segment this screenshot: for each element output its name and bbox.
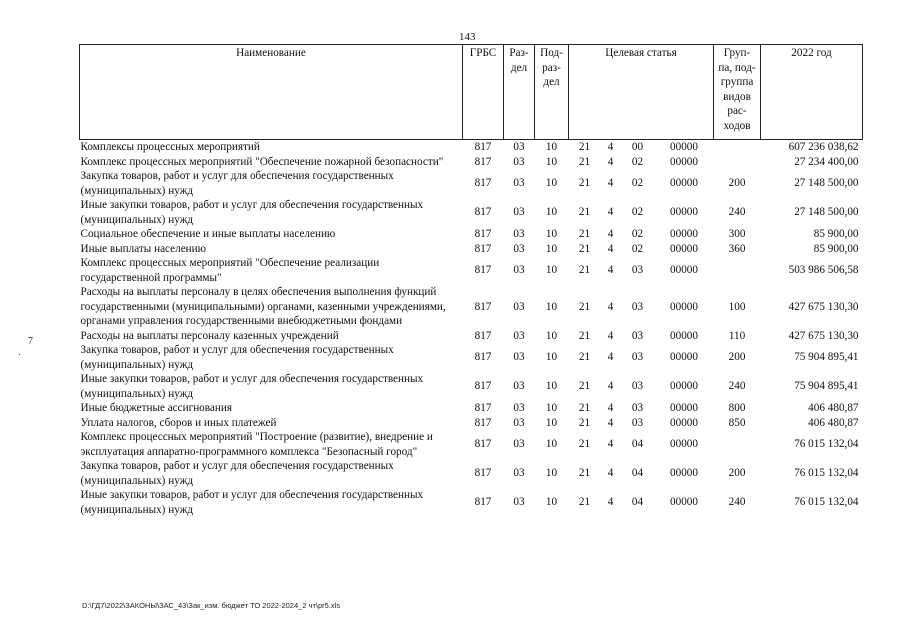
cell-target-subprogram: 4	[607, 496, 614, 509]
cell-target-subprogram: 4	[607, 329, 614, 342]
page-number: 143	[459, 31, 476, 43]
cell-name: Расходы на выплаты персоналу казенных учреждений	[80, 329, 339, 342]
cell-expense-type	[714, 256, 761, 285]
cell-target-program: 21	[578, 206, 591, 219]
cell-target-program: 21	[578, 416, 591, 429]
cell-grbs: 817	[474, 206, 492, 219]
table-row	[80, 140, 863, 155]
cell-name: Иные бюджетные ассигнования	[80, 402, 232, 414]
cell-grbs: 817	[474, 380, 492, 393]
cell-podrazdel: 10	[545, 177, 558, 190]
cell-podrazdel: 10	[545, 300, 558, 313]
cell-razdel: 03	[513, 177, 525, 190]
cell-target-complex: 02	[631, 228, 644, 240]
cell-target-program: 21	[578, 402, 591, 414]
header-podrazdel	[535, 45, 569, 140]
cell-name: Закупка товаров, работ и услуг для обеспечения государственных (муниципальных) нужд	[80, 344, 394, 371]
cell-target-subprogram: 4	[607, 351, 614, 364]
table-row	[80, 227, 863, 242]
cell-podrazdel: 10	[545, 242, 558, 255]
cell-expense-type	[714, 155, 761, 170]
cell-target-complex: 03	[631, 416, 644, 429]
cell-target-complex: 02	[631, 206, 644, 219]
table-row	[80, 256, 863, 285]
header-gruppa-line: рас-	[727, 105, 747, 117]
cell-grbs: 817	[474, 300, 492, 313]
cell-expense-type: 200	[728, 177, 746, 190]
header-gruppa-line: Груп-	[723, 47, 751, 59]
cell-amount: 27 234 400,00	[794, 155, 859, 168]
cell-expense-type: 300	[728, 228, 746, 240]
budget-table-wrapper	[79, 44, 862, 517]
cell-expense-type: 240	[728, 496, 746, 509]
cell-name: Комплексы процессных мероприятий	[80, 141, 260, 153]
cell-target-complex: 04	[631, 496, 644, 509]
cell-expense-type: 100	[728, 300, 746, 313]
cell-razdel: 03	[513, 380, 525, 393]
cell-podrazdel: 10	[545, 155, 558, 168]
cell-target-complex: 04	[631, 467, 644, 480]
cell-expense-type: 360	[728, 242, 746, 255]
header-podrazdel-line: раз-	[542, 61, 561, 74]
cell-name: Комплекс процессных мероприятий "Обеспечение пожарной безопасности"	[80, 155, 444, 168]
cell-target-direction: 00000	[670, 351, 698, 364]
header-gruppa-line: группа	[720, 76, 754, 88]
cell-target-program: 21	[578, 242, 591, 255]
cell-target-program: 21	[578, 329, 591, 342]
table-row	[80, 155, 863, 170]
cell-target-program: 21	[578, 380, 591, 393]
cell-razdel: 03	[513, 141, 525, 153]
header-podrazdel-line: дел	[543, 76, 560, 88]
header-gruppa	[714, 45, 761, 140]
cell-grbs: 817	[474, 496, 492, 509]
cell-target-subprogram: 4	[607, 438, 614, 451]
header-gruppa-line: видов	[723, 90, 751, 103]
cell-target-program: 21	[578, 228, 591, 240]
cell-target-complex: 02	[631, 242, 644, 255]
cell-grbs: 817	[474, 155, 492, 168]
cell-expense-type: 110	[728, 329, 746, 342]
cell-grbs: 817	[474, 242, 492, 255]
cell-target-program: 21	[578, 155, 591, 168]
cell-target-subprogram: 4	[607, 416, 614, 429]
cell-name: Комплекс процессных мероприятий "Обеспечение реализации государственной программы"	[80, 257, 380, 284]
cell-grbs: 817	[474, 402, 492, 414]
cell-amount: 76 015 132,04	[794, 438, 859, 451]
cell-target-program: 21	[578, 264, 591, 277]
table-body	[80, 140, 863, 518]
cell-target-direction: 00000	[670, 228, 698, 240]
cell-expense-type: 800	[728, 402, 746, 414]
cell-podrazdel: 10	[545, 206, 558, 219]
cell-target-subprogram: 4	[607, 242, 614, 255]
cell-grbs: 817	[474, 416, 492, 429]
cell-target-complex: 00	[631, 141, 644, 153]
cell-razdel: 03	[513, 438, 525, 451]
cell-target-subprogram: 4	[607, 177, 614, 190]
cell-target-direction: 00000	[670, 177, 698, 190]
cell-target-subprogram: 4	[607, 206, 614, 219]
header-gruppa-line: па, под-	[718, 61, 756, 74]
table-row	[80, 430, 863, 459]
header-razdel-line: Раз-	[509, 47, 529, 59]
cell-razdel: 03	[513, 228, 525, 240]
cell-target-complex: 03	[631, 329, 644, 342]
cell-target-direction: 00000	[670, 329, 698, 342]
table-row	[80, 198, 863, 227]
cell-target-subprogram: 4	[607, 228, 614, 240]
cell-grbs: 817	[474, 228, 492, 240]
cell-amount: 76 015 132,04	[794, 467, 859, 480]
table-row	[80, 329, 863, 344]
cell-razdel: 03	[513, 496, 525, 509]
footer-file-path: D:\ГД7\2022\ЗАКОНЫ\ЗАС_43\Зак_изм. бюджет ТО 2022-2024_2 чт\pr5.xls	[82, 601, 341, 610]
margin-dot: ·	[18, 350, 22, 361]
header-razdel-line: дел	[510, 61, 528, 74]
cell-amount: 607 236 038,62	[788, 141, 859, 153]
cell-expense-type: 200	[728, 467, 746, 480]
header-podrazdel-line: Под-	[540, 47, 563, 59]
cell-expense-type: 240	[728, 206, 746, 219]
cell-grbs: 817	[474, 467, 492, 480]
cell-amount: 406 480,87	[808, 416, 859, 429]
cell-target-direction: 00000	[670, 206, 698, 219]
cell-podrazdel: 10	[545, 416, 558, 429]
margin-mark: 7	[28, 336, 33, 347]
table-row	[80, 285, 863, 329]
cell-target-direction: 00000	[670, 496, 698, 509]
cell-amount: 503 986 506,58	[788, 264, 859, 277]
cell-podrazdel: 10	[545, 380, 558, 393]
cell-grbs: 817	[474, 438, 492, 451]
cell-amount: 27 148 500,00	[794, 177, 859, 190]
cell-target-direction: 00000	[670, 467, 698, 480]
cell-expense-type: 240	[728, 380, 746, 393]
cell-razdel: 03	[513, 155, 525, 168]
cell-name: Иные закупки товаров, работ и услуг для обеспечения государственных (муниципальных) нужд	[80, 373, 424, 400]
budget-table	[79, 44, 863, 517]
header-grbs: ГРБС	[463, 45, 504, 140]
cell-expense-type: 850	[728, 416, 746, 429]
cell-name: Иные закупки товаров, работ и услуг для обеспечения государственных (муниципальных) нужд	[80, 489, 424, 516]
cell-razdel: 03	[513, 329, 525, 342]
cell-amount: 85 900,00	[813, 242, 859, 255]
cell-podrazdel: 10	[545, 228, 558, 240]
cell-razdel: 03	[513, 206, 525, 219]
cell-target-subprogram: 4	[607, 155, 614, 168]
cell-grbs: 817	[474, 177, 492, 190]
table-row	[80, 343, 863, 372]
cell-target-direction: 00000	[670, 264, 698, 277]
cell-target-complex: 03	[631, 380, 644, 393]
cell-razdel: 03	[513, 402, 525, 414]
header-year: 2022 год	[761, 45, 863, 140]
table-row	[80, 242, 863, 257]
cell-target-direction: 00000	[670, 141, 698, 153]
cell-amount: 75 904 895,41	[794, 351, 859, 364]
table-row	[80, 459, 863, 488]
cell-name: Уплата налогов, сборов и иных платежей	[80, 416, 277, 429]
cell-target-direction: 00000	[670, 438, 698, 451]
cell-target-direction: 00000	[670, 155, 698, 168]
cell-expense-type	[714, 140, 761, 155]
cell-podrazdel: 10	[545, 141, 558, 153]
table-row	[80, 416, 863, 431]
header-gruppa-line: ходов	[723, 119, 751, 132]
table-row	[80, 401, 863, 416]
cell-target-subprogram: 4	[607, 467, 614, 480]
cell-razdel: 03	[513, 300, 525, 313]
cell-amount: 427 675 130,30	[788, 300, 859, 313]
cell-grbs: 817	[474, 329, 492, 342]
cell-target-direction: 00000	[670, 242, 698, 255]
cell-name: Социальное обеспечение и иные выплаты населению	[80, 228, 336, 240]
cell-amount: 76 015 132,04	[794, 496, 859, 509]
cell-name: Иные выплаты населению	[80, 242, 206, 255]
cell-target-subprogram: 4	[607, 264, 614, 277]
cell-razdel: 03	[513, 416, 525, 429]
table-row	[80, 372, 863, 401]
cell-target-program: 21	[578, 300, 591, 313]
cell-podrazdel: 10	[545, 496, 558, 509]
header-name: Наименование	[80, 45, 463, 140]
table-header-row	[80, 45, 863, 140]
cell-podrazdel: 10	[545, 329, 558, 342]
cell-amount: 75 904 895,41	[794, 380, 859, 393]
cell-target-subprogram: 4	[607, 300, 614, 313]
cell-razdel: 03	[513, 242, 525, 255]
cell-razdel: 03	[513, 467, 525, 480]
cell-razdel: 03	[513, 264, 525, 277]
cell-target-subprogram: 4	[607, 141, 614, 153]
cell-target-subprogram: 4	[607, 402, 614, 414]
cell-target-program: 21	[578, 467, 591, 480]
cell-target-subprogram: 4	[607, 380, 614, 393]
cell-target-program: 21	[578, 177, 591, 190]
cell-amount: 406 480,87	[808, 402, 859, 414]
cell-target-complex: 03	[631, 351, 644, 364]
cell-name: Закупка товаров, работ и услуг для обеспечения государственных (муниципальных) нужд	[80, 460, 394, 487]
cell-target-complex: 04	[631, 438, 644, 451]
cell-expense-type	[714, 430, 761, 459]
cell-podrazdel: 10	[545, 402, 558, 414]
cell-target-program: 21	[578, 351, 591, 364]
cell-target-complex: 02	[631, 177, 644, 190]
cell-name: Иные закупки товаров, работ и услуг для обеспечения государственных (муниципальных) нужд	[80, 199, 424, 226]
cell-razdel: 03	[513, 351, 525, 364]
cell-amount: 27 148 500,00	[794, 206, 859, 219]
cell-target-direction: 00000	[670, 416, 698, 429]
cell-name: Закупка товаров, работ и услуг для обеспечения государственных (муниципальных) нужд	[80, 170, 394, 197]
cell-target-complex: 03	[631, 264, 644, 277]
cell-name: Комплекс процессных мероприятий "Построение (развитие), внедрение и эксплуатация аппаратно-программного комплекса "Безопасный город"	[80, 431, 433, 458]
cell-podrazdel: 10	[545, 438, 558, 451]
cell-podrazdel: 10	[545, 264, 558, 277]
cell-target-complex: 02	[631, 155, 644, 168]
cell-target-complex: 03	[631, 402, 644, 414]
cell-amount: 427 675 130,30	[788, 329, 859, 342]
cell-grbs: 817	[474, 351, 492, 364]
header-razdel	[504, 45, 535, 140]
cell-target-program: 21	[578, 496, 591, 509]
cell-podrazdel: 10	[545, 467, 558, 480]
cell-podrazdel: 10	[545, 351, 558, 364]
cell-target-complex: 03	[631, 300, 644, 313]
cell-amount: 85 900,00	[813, 228, 859, 240]
header-tselevaya: Целевая статья	[569, 45, 714, 140]
cell-target-direction: 00000	[670, 380, 698, 393]
table-row	[80, 169, 863, 198]
cell-expense-type: 200	[728, 351, 746, 364]
table-row	[80, 488, 863, 517]
cell-name: Расходы на выплаты персоналу в целях обеспечения выполнения функций государственными (муниципальными) органами, казенными учреждениями, органами управления государственными внебюджетными фондами	[80, 286, 446, 327]
cell-target-program: 21	[578, 438, 591, 451]
cell-target-direction: 00000	[670, 300, 698, 313]
cell-target-direction: 00000	[670, 402, 698, 414]
cell-grbs: 817	[474, 264, 492, 277]
cell-target-program: 21	[578, 141, 591, 153]
cell-grbs: 817	[474, 141, 492, 153]
